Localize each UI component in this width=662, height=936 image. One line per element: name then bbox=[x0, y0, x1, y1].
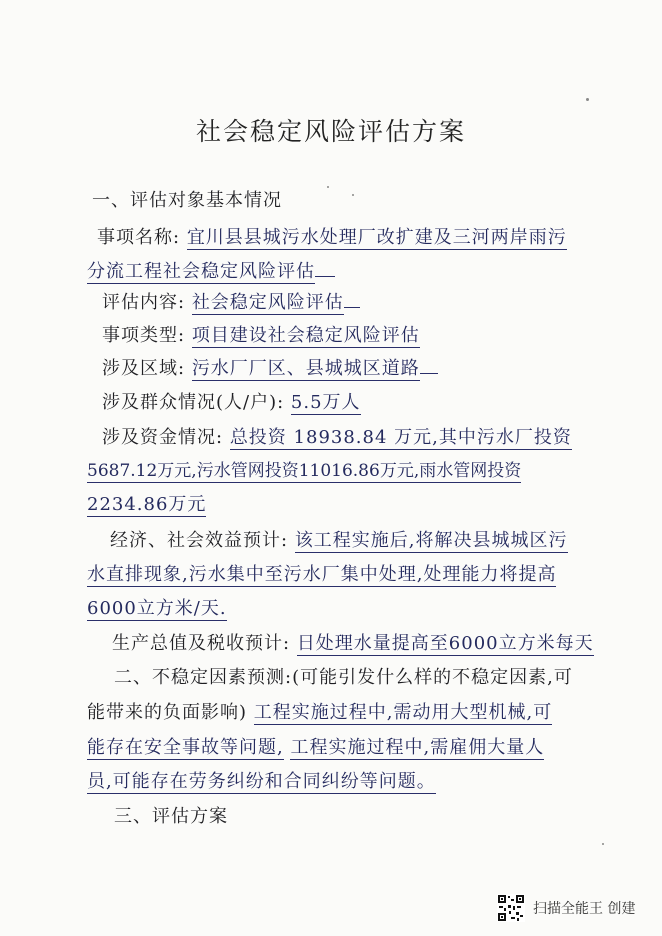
scan-speck bbox=[586, 98, 589, 101]
people-row bbox=[102, 391, 361, 415]
section-2-line1: (可能引发什么样的不稳定因素,可 bbox=[292, 667, 573, 688]
section-2-row-2 bbox=[87, 701, 552, 725]
section-2-row-4 bbox=[87, 770, 436, 794]
qr-code-icon bbox=[497, 894, 525, 922]
benefit-value-line2: 水直排现象,污水集中至污水厂集中处理,处理能力将提高 bbox=[87, 564, 557, 585]
content-label: 评估内容: bbox=[102, 292, 186, 313]
section-2-line3-b: 工程实施过程中,需雇佣大量人 bbox=[290, 737, 545, 758]
funds-value-line3: 2234.86万元 bbox=[87, 494, 207, 515]
section-2-line2: 工程实施过程中,需动用大型机械,可 bbox=[253, 702, 553, 723]
benefit-row bbox=[110, 529, 568, 553]
section-2-heading: 二、不稳定因素预测: bbox=[114, 667, 293, 688]
output-value: 日处理水量提高至6000立方米每天 bbox=[296, 633, 594, 654]
section-2-line4: 员,可能存在劳务纠纷和合同纠纷等问题。 bbox=[87, 771, 436, 792]
benefit-row-2 bbox=[87, 563, 556, 587]
output-row bbox=[112, 632, 594, 656]
area-row bbox=[102, 357, 438, 381]
section-2-line3-a: 能存在安全事故等问题, bbox=[87, 737, 284, 758]
section-2-line2-prefix: 能带来的负面影响) bbox=[87, 702, 248, 723]
item-name-label: 事项名称: bbox=[97, 227, 181, 248]
document-title: 社会稳定风险评估方案 bbox=[195, 117, 466, 146]
scan-speck bbox=[327, 186, 329, 188]
content-row bbox=[102, 291, 360, 315]
benefit-value-line3: 6000立方米/天. bbox=[87, 598, 227, 619]
output-label: 生产总值及税收预计: bbox=[112, 633, 291, 654]
section-2-row-1 bbox=[114, 666, 573, 690]
content-value: 社会稳定风险评估 bbox=[191, 292, 344, 313]
type-row bbox=[102, 324, 420, 348]
area-label: 涉及区域: bbox=[102, 358, 186, 379]
type-value: 项目建设社会稳定风险评估 bbox=[191, 325, 420, 346]
item-name-value-line2: 分流工程社会稳定风险评估 bbox=[87, 261, 315, 282]
section-3-heading: 三、评估方案 bbox=[114, 806, 228, 827]
item-name-value-line1: 宜川县县城污水处理厂改扩建及三河两岸雨污 bbox=[186, 227, 567, 248]
item-name-row bbox=[97, 226, 567, 250]
scan-speck bbox=[602, 843, 604, 845]
section-2-row-3 bbox=[87, 736, 544, 760]
section-1-heading: 一、评估对象基本情况 bbox=[92, 190, 282, 211]
scan-speck bbox=[352, 194, 354, 196]
funds-row-3 bbox=[87, 493, 206, 517]
funds-value-line1: 总投资 18938.84 万元,其中污水厂投资 bbox=[229, 427, 572, 448]
people-label: 涉及群众情况(人/户): bbox=[102, 392, 285, 413]
scanner-brand-text: 扫描全能王 创建 bbox=[533, 901, 636, 917]
funds-row-2 bbox=[87, 459, 521, 483]
scanner-watermark bbox=[497, 892, 647, 924]
type-label: 事项类型: bbox=[102, 325, 186, 346]
funds-value-line2: 5687.12万元,污水管网投资11016.86万元,雨水管网投资 bbox=[87, 461, 522, 481]
benefit-label: 经济、社会效益预计: bbox=[110, 530, 289, 551]
benefit-row-3 bbox=[87, 597, 227, 621]
benefit-value-line1: 该工程实施后,将解决县城城区污 bbox=[294, 530, 568, 551]
people-value: 5.5万人 bbox=[290, 392, 361, 413]
item-name-row-2 bbox=[87, 260, 335, 284]
funds-label: 涉及资金情况: bbox=[102, 427, 224, 448]
area-value: 污水厂厂区、县城城区道路 bbox=[191, 358, 420, 379]
funds-row bbox=[102, 426, 572, 450]
